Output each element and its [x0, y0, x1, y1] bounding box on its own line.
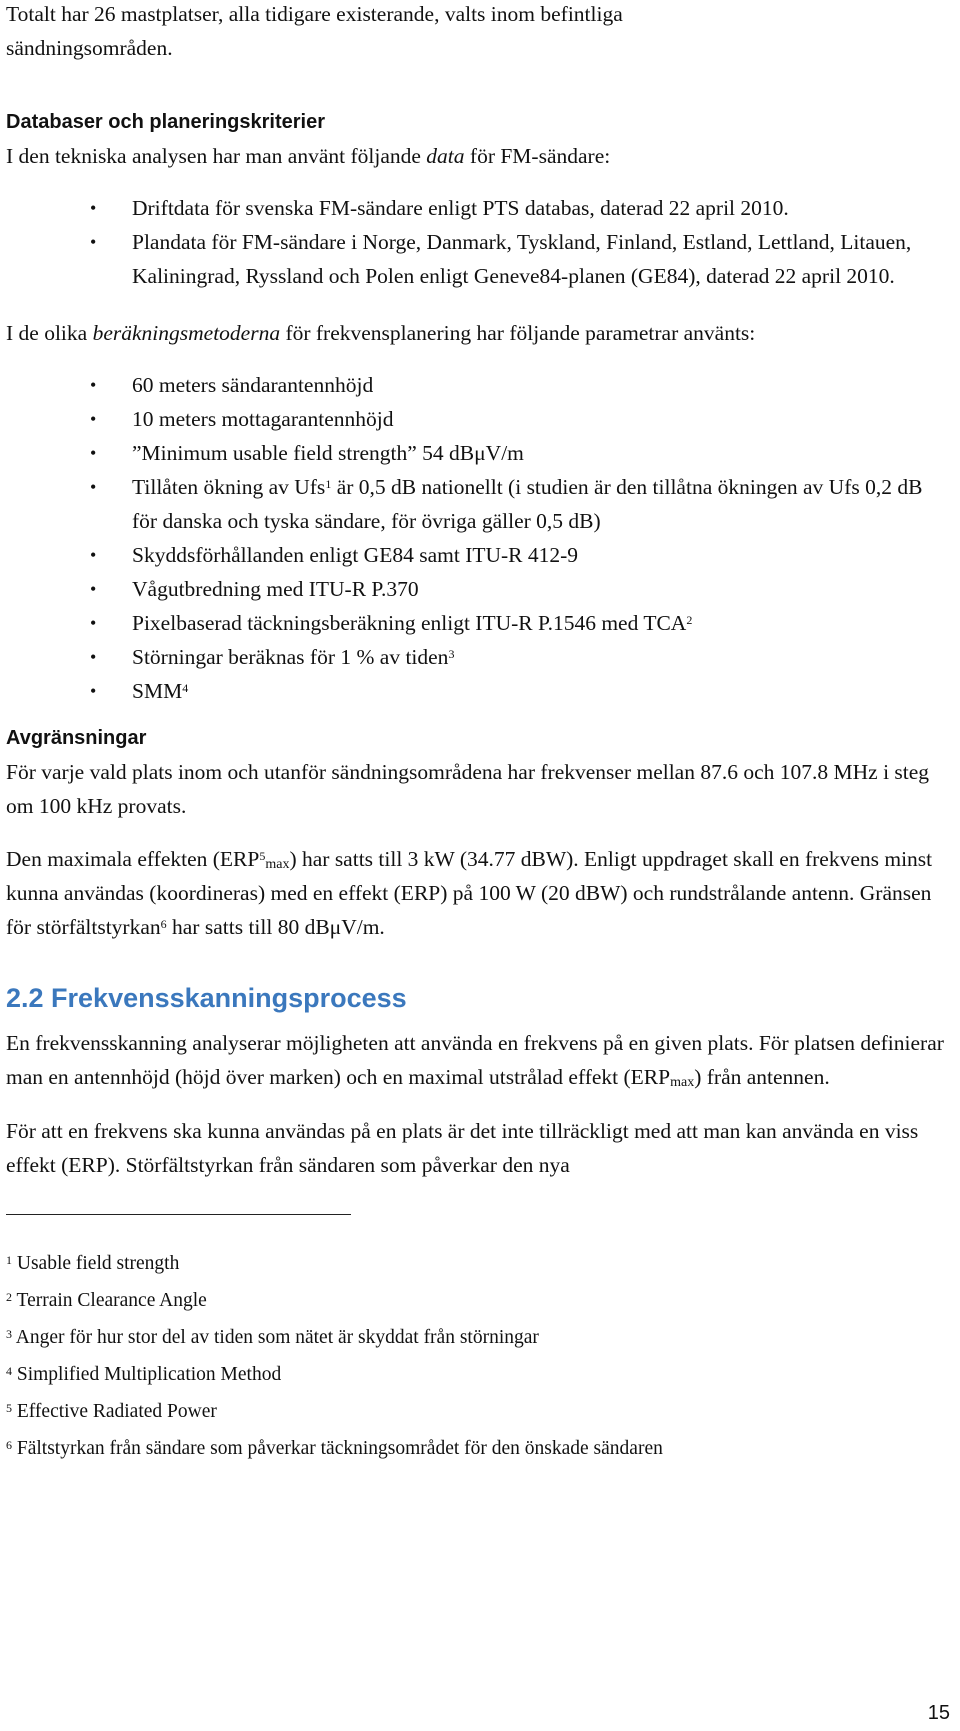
list-item-text: ”Minimum usable field strength” 54 dBμV/m — [132, 441, 524, 465]
intro-paragraph: Totalt har 26 mastplatser, alla tidigare existerande, valts inom befintliga sändningsområden. — [6, 2, 623, 60]
footnote — [6, 1393, 951, 1430]
footnote — [6, 1245, 951, 1282]
avgransningar-paragraph-1: För varje vald plats inom och utanför sändningsområdena har frekvenser mellan 87.6 och 107.8 MHz i steg om 100 kHz provats. — [6, 760, 930, 818]
bullet-icon: • — [90, 443, 97, 463]
footnote-ref: 6 — [160, 917, 167, 931]
bullet-icon: • — [90, 613, 97, 633]
metoder-lead — [6, 316, 951, 350]
bullet-icon: • — [90, 647, 97, 667]
bullet-icon: • — [90, 579, 97, 599]
section-heading: 2.2 Frekvensskanningsprocess — [6, 983, 407, 1013]
list-item-text: Driftdata för svenska FM-sändare enligt PTS databas, daterad 22 april 2010. — [132, 196, 789, 220]
lead-text-end: för frekvensplanering har följande parametrar använts: — [280, 321, 756, 345]
list-item — [6, 572, 951, 606]
lead-text-end: för FM-sändare: — [464, 144, 611, 168]
bullet-icon: • — [90, 477, 97, 497]
footnote-divider — [6, 1214, 351, 1215]
footnote-number: 4 — [6, 1364, 12, 1378]
list-item — [6, 640, 951, 674]
footnote-ref: 3 — [448, 647, 455, 661]
list-item-text-cont: är 0,5 dB nationellt (i studien är den tillåtna ökningen av Ufs 0,2 dB för danska och tyska sändare, för övriga gäller 0,5 dB) — [132, 475, 923, 533]
list-item — [6, 191, 951, 225]
para-text-cont: ) har satts till 3 kW (34.77 dBW). Enligt uppdraget skall en frekvens minst kunna användas (koordineras) med en effekt (ERP) på 100 W (20 dBW) och rundstrålande antenn. Gränsen för störfältstyrkan — [6, 847, 933, 939]
footnote-ref: 4 — [182, 681, 189, 695]
footnote-number: 3 — [6, 1327, 12, 1341]
footnote-text: Fältstyrkan från sändare som påverkar täckningsområdet för den önskade sändaren — [12, 1438, 663, 1459]
databaser-list — [6, 191, 951, 293]
list-item — [6, 674, 951, 708]
list-item — [6, 538, 951, 572]
lead-emphasis: data — [426, 144, 465, 168]
lead-text: I de olika — [6, 321, 93, 345]
footnote — [6, 1319, 951, 1356]
footnote — [6, 1282, 951, 1319]
footnote-text: Terrain Clearance Angle — [12, 1290, 207, 1311]
list-item — [6, 436, 951, 470]
list-item-text: Vågutbredning med ITU-R P.370 — [132, 577, 419, 601]
footnote-ref: 5 — [259, 849, 266, 863]
para-text: Den maximala effekten (ERP — [6, 847, 260, 871]
footnote-number: 5 — [6, 1401, 12, 1415]
footnote — [6, 1430, 951, 1467]
bullet-icon: • — [90, 409, 97, 429]
list-item-text: Plandata för FM-sändare i Norge, Danmark, Tyskland, Finland, Estland, Lettland, Litauen, Kaliningrad, Ryssland och Polen enligt Geneve84-planen (GE84), daterad 22 april 2010. — [132, 230, 912, 288]
list-item-text: 60 meters sändarantennhöjd — [132, 373, 374, 397]
footnote — [6, 1356, 951, 1393]
list-item — [6, 368, 951, 402]
para-text-end: ) från antennen. — [694, 1065, 830, 1089]
bullet-icon: • — [90, 545, 97, 565]
parametrar-list — [6, 368, 951, 708]
heading-databaser: Databaser och planeringskriterier — [6, 111, 326, 133]
list-item-text: Skyddsförhållanden enligt GE84 samt ITU-R 412-9 — [132, 543, 579, 567]
footnote-number: 2 — [6, 1290, 12, 1304]
footnote-ref: 1 — [325, 477, 332, 491]
bullet-icon: • — [90, 232, 97, 252]
heading-avgransningar: Avgränsningar — [6, 727, 147, 749]
footnote-number: 1 — [6, 1253, 12, 1267]
footnote-text: Effective Radiated Power — [12, 1401, 217, 1422]
document-page — [6, 0, 951, 1467]
databaser-lead — [6, 139, 951, 173]
lead-emphasis: beräkningsmetoderna — [92, 321, 281, 345]
section-paragraph-2: För att en frekvens ska kunna användas på en plats är det inte tillräckligt med att man kan använda en viss effekt (ERP). Störfältstyrkan från sändaren som påverkar den nya — [6, 1119, 919, 1177]
para-text-end: har satts till 80 dBμV/m. — [166, 915, 385, 939]
section-paragraph-1 — [6, 1026, 951, 1094]
list-item-text: Pixelbaserad täckningsberäkning enligt ITU-R P.1546 med TCA — [132, 611, 687, 635]
list-item — [6, 470, 952, 538]
footnote-text: Usable field strength — [12, 1253, 180, 1274]
list-item-text: 10 meters mottagarantennhöjd — [132, 407, 394, 431]
list-item-text: Störningar beräknas för 1 % av tiden — [132, 645, 449, 669]
list-item — [6, 402, 951, 436]
list-item — [6, 225, 960, 293]
list-item-text: Tillåten ökning av Ufs — [132, 475, 326, 499]
footnote-ref: 2 — [686, 613, 693, 627]
bullet-icon: • — [90, 198, 97, 218]
avgransningar-paragraph-2 — [6, 842, 951, 944]
footnotes — [6, 1245, 951, 1467]
lead-text: I den tekniska analysen har man använt följande — [6, 144, 427, 168]
bullet-icon: • — [90, 681, 97, 701]
list-item — [6, 606, 951, 640]
footnote-number: 6 — [6, 1438, 12, 1452]
list-item-text: SMM — [132, 679, 183, 703]
subscript: max — [265, 857, 290, 872]
footnote-text: Simplified Multiplication Method — [12, 1364, 282, 1385]
page-number: 15 — [927, 1702, 950, 1724]
bullet-icon: • — [90, 375, 97, 395]
para-text: En frekvensskanning analyserar möjligheten att använda en frekvens på en given plats. För platsen definierar man en antennhöjd (höjd över marken) och en maximal utstrålad effekt (ERP — [6, 1031, 944, 1089]
subscript: max — [670, 1075, 695, 1090]
footnote-text: Anger för hur stor del av tiden som nätet är skyddat från störningar — [12, 1327, 539, 1348]
